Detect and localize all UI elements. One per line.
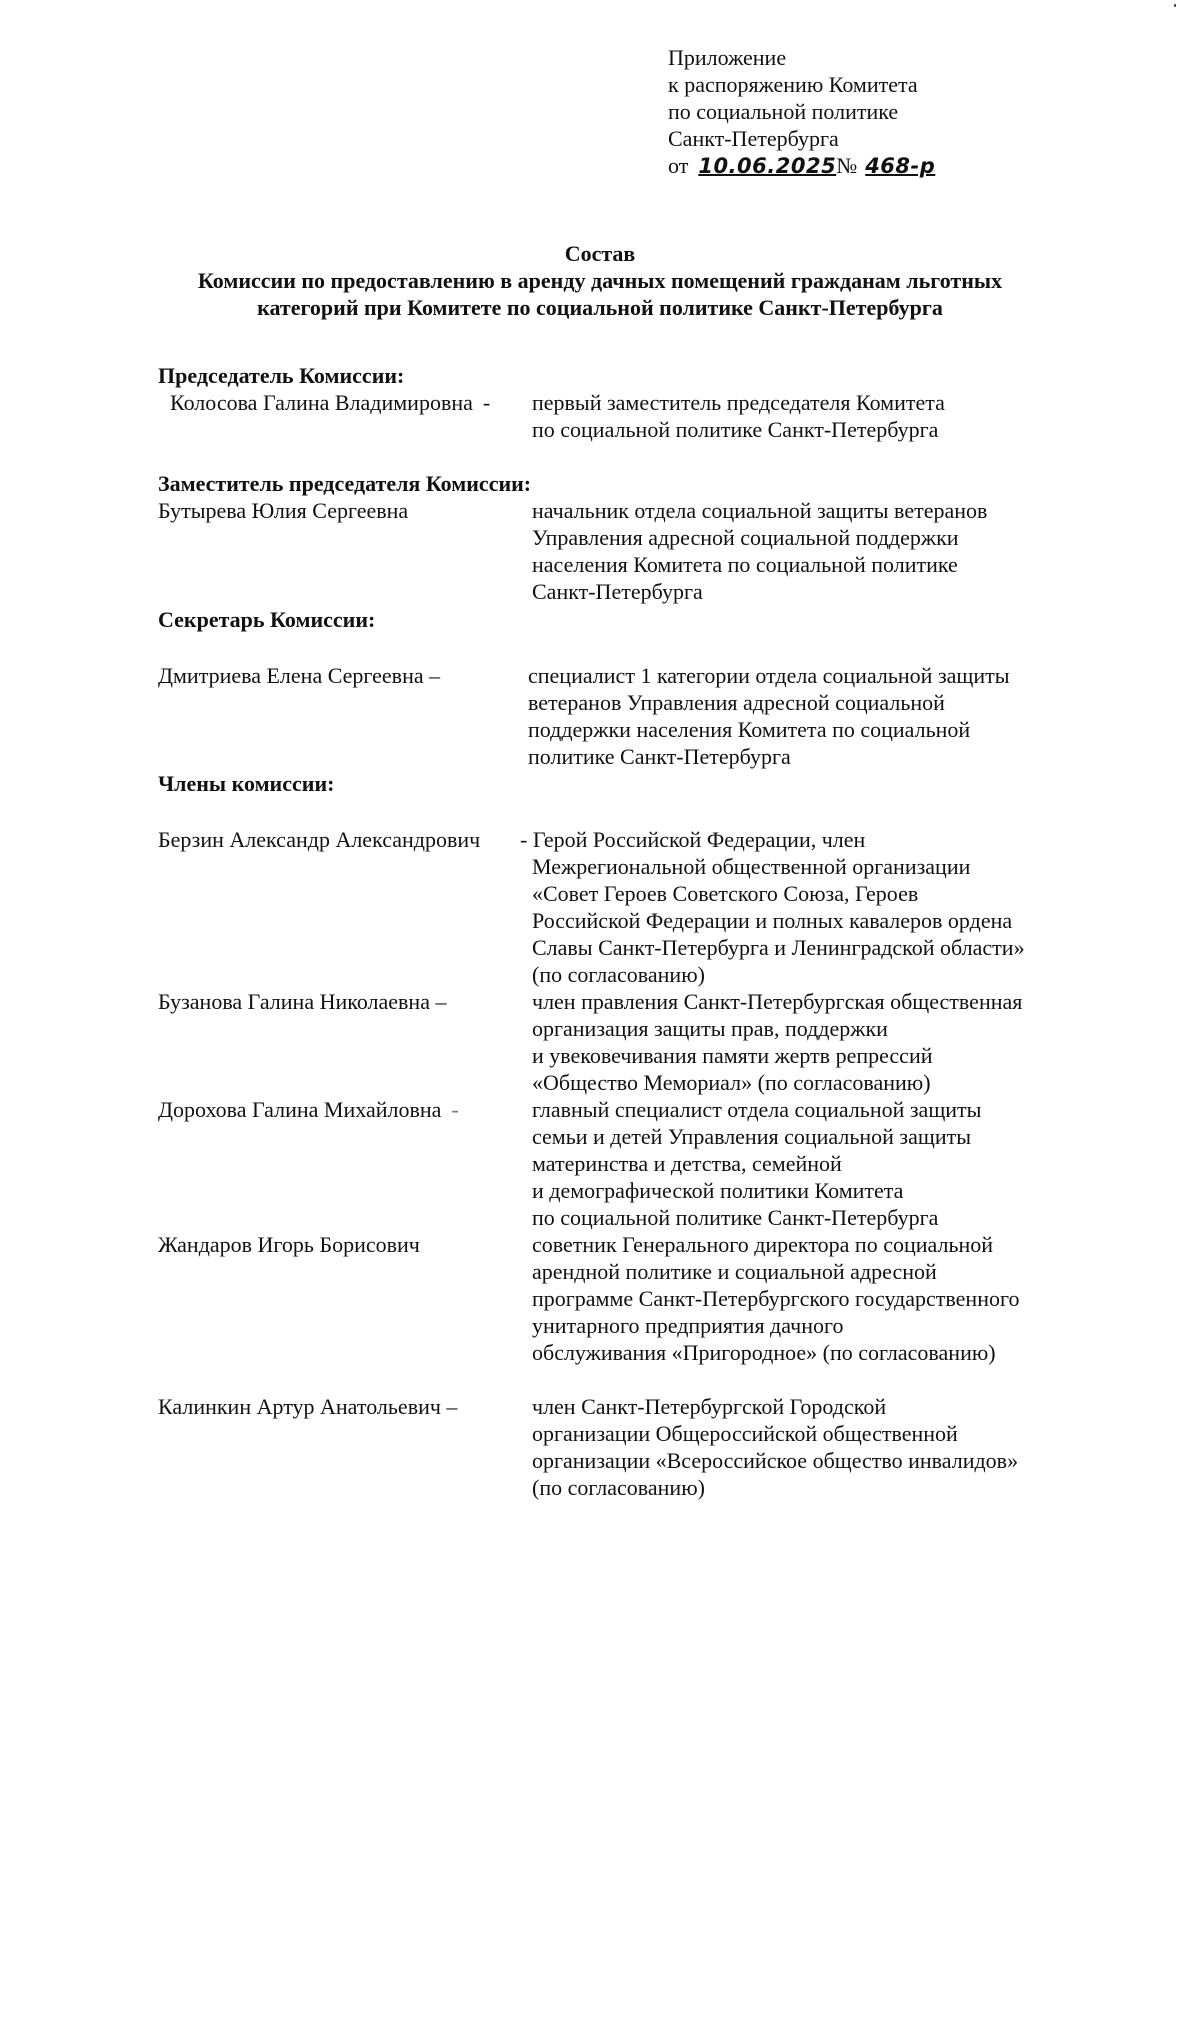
description-line: «Совет Героев Советского Союза, Героев — [532, 881, 919, 906]
appendix-header — [668, 44, 1088, 180]
title-line-2: Комиссии по предоставлению в аренду дачных помещений гражданам льготных — [197, 268, 1003, 293]
description-line: и увековечивания памяти жертв репрессий — [532, 1043, 933, 1068]
description-line: программе Санкт-Петербургского государственного — [532, 1286, 1020, 1311]
date-prefix: от — [668, 153, 689, 178]
member-dash: - — [520, 827, 533, 852]
description-line: член правления Санкт-Петербургская общественная — [532, 989, 1023, 1014]
description-line: начальник отдела социальной защиты ветеранов — [532, 498, 988, 523]
description-line: советник Генерального директора по социальной — [532, 1232, 994, 1257]
member-name: Берзин Александр Александрович — [158, 827, 481, 852]
member-name: Жандаров Игорь Борисович — [158, 1232, 420, 1257]
secretary-heading: Секретарь Комиссии: — [158, 607, 376, 632]
appendix-date-line — [668, 152, 1088, 180]
appendix-line: по социальной политике — [668, 99, 899, 124]
description-line: «Общество Мемориал» (по согласованию) — [532, 1070, 931, 1095]
description-line: Российской Федерации и полных кавалеров ордена — [532, 908, 1013, 933]
description-line: политике Санкт-Петербурга — [528, 744, 791, 769]
description-line: семьи и детей Управления социальной защиты — [532, 1124, 971, 1149]
description-line: поддержки населения Комитета по социальной — [528, 717, 971, 742]
member-dash: - — [451, 1097, 459, 1122]
handwritten-date: 10.06.2025 — [698, 154, 837, 178]
member-description — [520, 826, 1025, 988]
description-line: организации «Всероссийское общество инвалидов» — [532, 1448, 1019, 1473]
description-line: специалист 1 категории отдела социальной защиты — [528, 663, 1010, 688]
member-name: Дорохова Галина Михайловна — [158, 1097, 442, 1122]
deputy-name: Бутырева Юлия Сергеевна — [158, 498, 409, 523]
member-description — [532, 988, 1022, 1096]
chairman-heading: Председатель Комиссии: — [158, 363, 405, 388]
chairman-name-row — [170, 389, 490, 416]
description-line: Славы Санкт-Петербурга и Ленинградской области» — [532, 935, 1025, 960]
member-description — [532, 1393, 1018, 1501]
scan-speck — [1174, 4, 1176, 7]
appendix-line: к распоряжению Комитета — [668, 72, 918, 97]
description-line: - Герой Российской Федерации, член — [520, 827, 866, 852]
number-sign: № — [836, 153, 858, 178]
description-line: организации Общероссийской общественной — [532, 1421, 958, 1446]
description-line: населения Комитета по социальной политике — [532, 552, 958, 577]
description-line: Межрегиональной общественной организации — [532, 854, 971, 879]
description-line: обслуживания «Пригородное» (по согласованию) — [532, 1340, 996, 1365]
description-line: первый заместитель председателя Комитета — [532, 390, 945, 415]
description-line: ветеранов Управления адресной социальной — [528, 690, 945, 715]
members-heading: Члены комиссии: — [158, 771, 335, 796]
chairman-name: Колосова Галина Владимировна — [170, 390, 473, 415]
chairman-dash: - — [482, 390, 491, 415]
member-name: Калинкин Артур Анатольевич – — [158, 1394, 458, 1419]
description-line: (по согласованию) — [532, 1475, 705, 1500]
description-line: по социальной политике Санкт-Петербурга — [532, 1205, 939, 1230]
deputy-heading: Заместитель председателя Комиссии: — [158, 471, 532, 496]
handwritten-number: 468-р — [865, 154, 936, 178]
appendix-line: Санкт-Петербурга — [668, 126, 839, 151]
description-line: материнства и детства, семейной — [532, 1151, 842, 1176]
secretary-description — [528, 662, 1010, 770]
secretary-name: Дмитриева Елена Сергеевна – — [158, 663, 441, 688]
description-line: член Санкт-Петербургской Городской — [532, 1394, 887, 1419]
description-line: главный специалист отдела социальной защиты — [532, 1097, 982, 1122]
member-name: Бузанова Галина Николаевна – — [158, 989, 447, 1014]
title-line-1: Состав — [564, 241, 636, 266]
description-line: и демографической политики Комитета — [532, 1178, 904, 1203]
member-description — [532, 1231, 1019, 1366]
member-description — [532, 1096, 981, 1231]
member-name-row — [158, 1096, 459, 1123]
description-line: Управления адресной социальной поддержки — [532, 525, 959, 550]
description-line: по социальной политике Санкт-Петербурга — [532, 417, 939, 442]
appendix-line: Приложение — [668, 45, 787, 70]
title-line-3: категорий при Комитете по социальной политике Санкт-Петербурга — [257, 295, 943, 320]
description-line: арендной политике и социальной адресной — [532, 1259, 937, 1284]
document-title — [150, 240, 1050, 321]
deputy-description — [532, 497, 987, 605]
description-line: организация защиты прав, поддержки — [532, 1016, 888, 1041]
description-line: Санкт-Петербурга — [532, 579, 703, 604]
description-line: унитарного предприятия дачного — [532, 1313, 844, 1338]
chairman-description — [532, 389, 945, 443]
description-line: (по согласованию) — [532, 962, 705, 987]
